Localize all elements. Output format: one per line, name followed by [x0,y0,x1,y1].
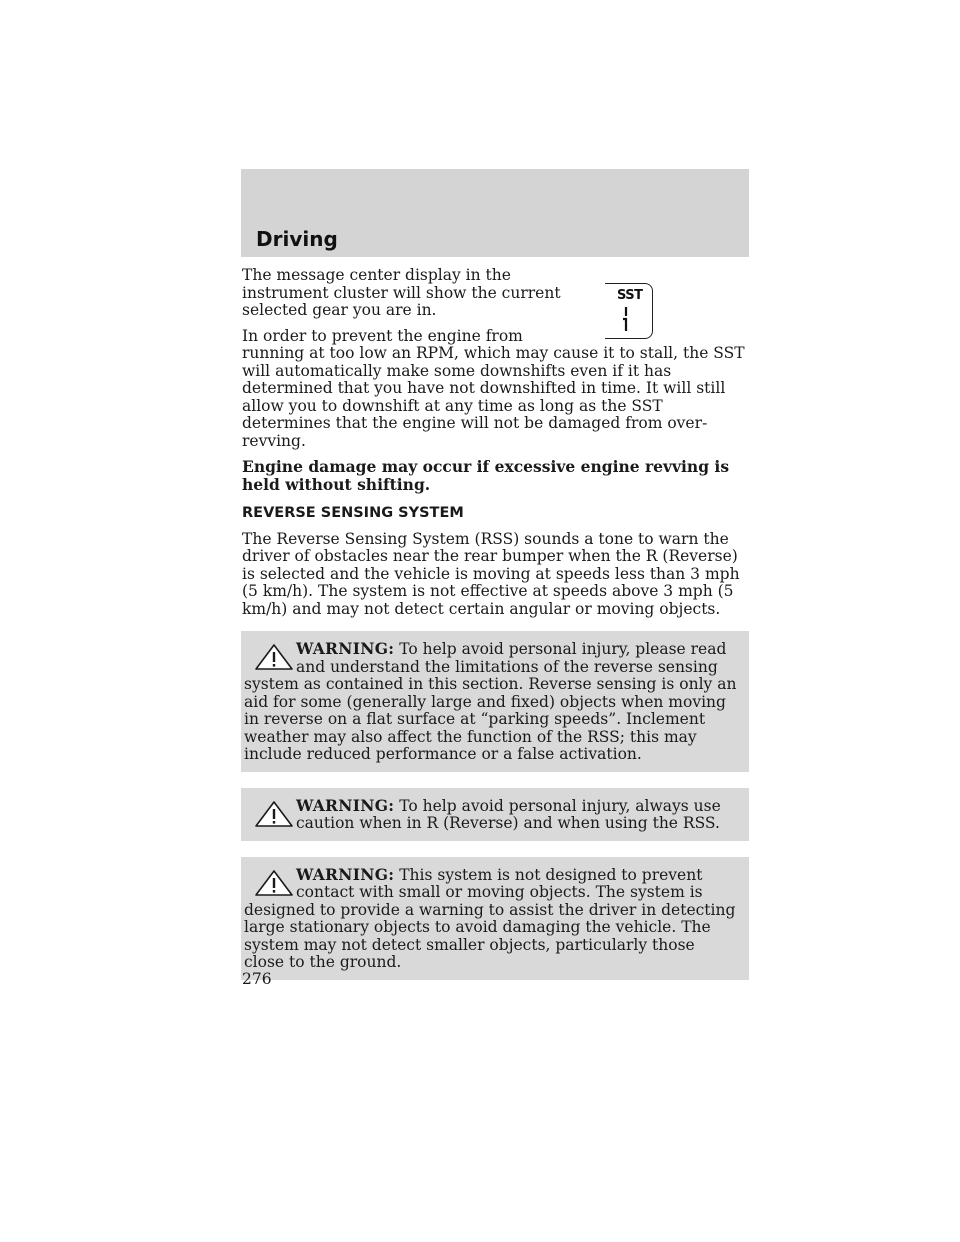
message-center-paragraph: The message center display in the instrument cluster will show the current selected gear you are in. [242,266,561,319]
reverse-sensing-intro: The Reverse Sensing System (RSS) sounds a tone to warn the driver of obstacles near the rear bumper when the R (Reverse) is selected and the vehicle is moving at speeds less than 3 mph (5 km/h). The system is not effective at speeds above 3 mph (5 km/h) and may not detect certain angular or moving objects. [242,529,740,618]
warning-triangle-icon [252,800,296,828]
warning-box-3 [241,857,749,980]
warning-label: WARNING: [296,864,395,884]
page-number: 276 [242,970,272,988]
warning-triangle-icon [252,869,296,897]
sst-gear-indicator-icon [605,283,653,339]
warning-label: WARNING: [296,795,395,815]
page-content [242,267,749,996]
prevent-stall-paragraph: In order to prevent the engine from running at too low an RPM, which may cause it to stall, the SST will automatically make some downshifts even if it has determined that you have not downshifted in time. It will still allow you to downshift at any time as long as the SST determines that the engine will not be damaged from over-revving. [242,326,745,450]
engine-damage-note: Engine damage may occur if excessive engine revving is held without shifting. [242,457,730,494]
reverse-sensing-heading: REVERSE SENSING SYSTEM [242,505,464,521]
section-title: Driving [256,227,338,251]
warning-box-2 [241,788,749,841]
warning-label: WARNING: [296,639,395,658]
sst-label: SST [617,288,643,303]
warning-triangle-icon [252,643,296,671]
warning-box-1 [241,631,749,772]
gear-one-glyph [621,306,629,332]
section-header-bar [241,169,749,257]
warning-text: To help avoid personal injury, always use caution when in R (Reverse) and when using the RSS. [296,796,721,832]
warning-text: To help avoid personal injury, please read and understand the limitations of the reverse sensing system as contained in this section. Reverse sensing is only an aid for some (generally large and fixed) objects when moving in reverse on a flat surface at “parking speeds”. Inclement weather may also affect the function of the RSS; this may include reduced performance or a false activation. [244,640,737,763]
warning-text: This system is not designed to prevent contact with small or moving objects. The system is designed to provide a warning to assist the driver in detecting large stationary objects to avoid damaging the vehicle. The system may not detect smaller objects, particularly those close to the ground. [244,865,736,971]
